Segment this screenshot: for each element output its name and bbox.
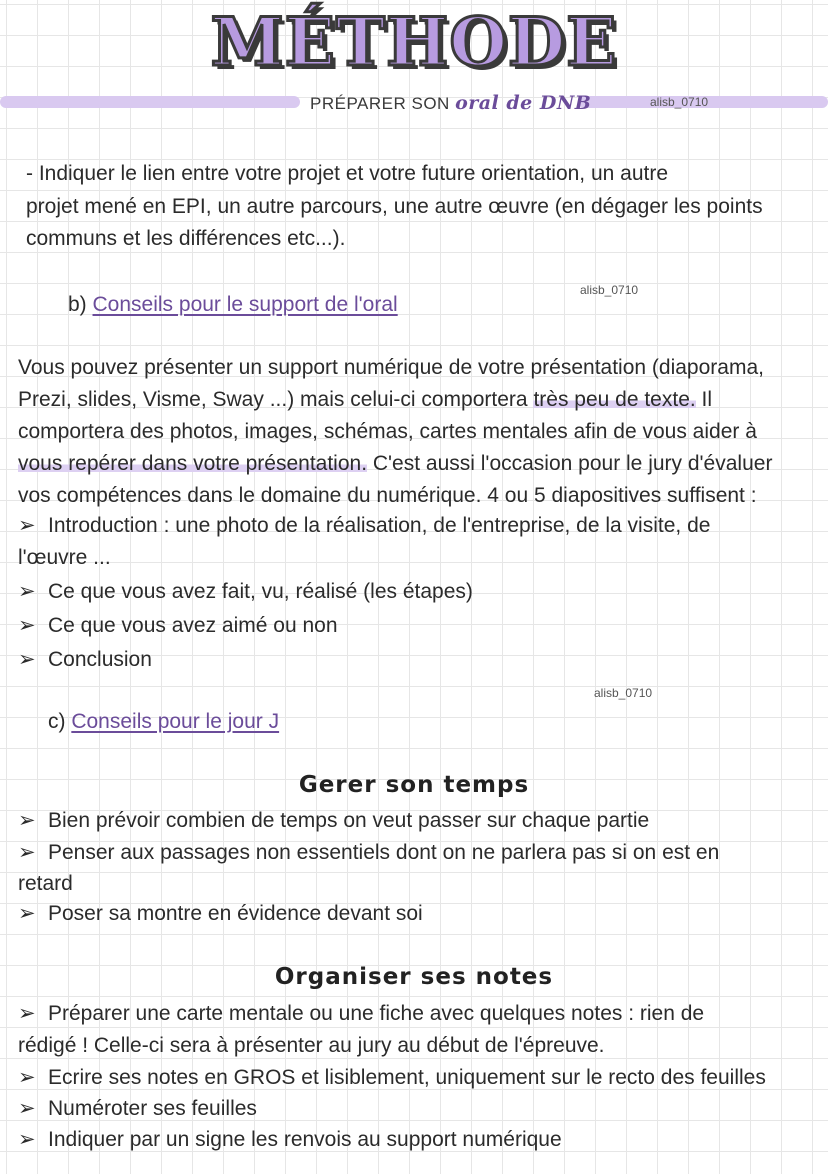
support-bullet-introduction-cont: l'œuvre ... bbox=[18, 546, 111, 569]
temps-bullet-2-text: Penser aux passages non essentiels dont on ne parlera pas si on est en bbox=[48, 841, 720, 864]
section-b-line-4-b: C'est aussi l'occasion pour le jury d'évaluer bbox=[367, 452, 773, 475]
support-bullet-etapes-text: Ce que vous avez fait, vu, réalisé (les étapes) bbox=[48, 580, 473, 603]
intro-line-1: - Indiquer le lien entre votre projet et votre future orientation, un autre bbox=[26, 162, 669, 185]
notes-bullet-3-text: Numéroter ses feuilles bbox=[48, 1097, 257, 1120]
notes-bullet-2-text: Ecrire ses notes en GROS et lisiblement, uniquement sur le recto des feuilles bbox=[48, 1066, 766, 1089]
temps-bullet-2 bbox=[18, 837, 719, 868]
arrow-bullet-icon: ➢ bbox=[18, 1128, 36, 1151]
section-b-prefix: b) bbox=[68, 293, 93, 316]
section-c-title: Conseils pour le jour J bbox=[71, 710, 280, 733]
page-title: MÉTHODE bbox=[210, 3, 618, 81]
notes-bullet-1 bbox=[18, 998, 704, 1029]
highlight-vous-reperer: vous repérer dans votre présentation. bbox=[18, 452, 368, 475]
section-b-title: Conseils pour le support de l'oral bbox=[92, 293, 398, 316]
arrow-bullet-icon: ➢ bbox=[18, 1066, 36, 1089]
temps-bullet-1-text: Bien prévoir combien de temps on veut passer sur chaque partie bbox=[48, 809, 650, 832]
section-b-line-2-c: Il bbox=[695, 388, 713, 411]
support-bullet-conclusion bbox=[18, 644, 152, 675]
section-b-watermark: alisb_0710 bbox=[580, 283, 639, 297]
page-subtitle bbox=[310, 92, 591, 114]
section-b-line-2 bbox=[18, 384, 712, 415]
temps-bullet-1 bbox=[18, 805, 649, 836]
notes-bullet-1-text: Préparer une carte mentale ou une fiche avec quelques notes : rien de bbox=[48, 1002, 705, 1025]
section-b-line-5: vos compétences dans le domaine du numérique. 4 ou 5 diapositives suffisent : bbox=[18, 484, 757, 507]
subtitle-prefix: PRÉPARER SON bbox=[310, 94, 456, 113]
section-b-line-4 bbox=[18, 448, 772, 479]
support-bullet-conclusion-text: Conclusion bbox=[48, 648, 152, 671]
support-bullet-introduction-text: Introduction : une photo de la réalisation, de l'entreprise, de la visite, de bbox=[48, 514, 711, 537]
arrow-bullet-icon: ➢ bbox=[18, 1002, 36, 1025]
section-b-heading bbox=[68, 289, 398, 320]
arrow-bullet-icon: ➢ bbox=[18, 841, 36, 864]
arrow-bullet-icon: ➢ bbox=[18, 648, 36, 671]
section-b-line-1: Vous pouvez présenter un support numérique de votre présentation (diaporama, bbox=[18, 356, 764, 379]
section-c-watermark: alisb_0710 bbox=[594, 686, 653, 700]
header-watermark: alisb_0710 bbox=[650, 95, 709, 109]
intro-line-3: communs et les différences etc...). bbox=[26, 227, 346, 250]
section-b-line-2-a: Prezi, slides, Visme, Sway ...) mais celui-ci comportera bbox=[18, 388, 534, 411]
notes-bullet-4-text: Indiquer par un signe les renvois au support numérique bbox=[48, 1128, 562, 1151]
arrow-bullet-icon: ➢ bbox=[18, 614, 36, 637]
notes-bullet-1-cont: rédigé ! Celle-ci sera à présenter au jury au début de l'épreuve. bbox=[18, 1034, 605, 1057]
temps-bullet-3 bbox=[18, 898, 423, 929]
header-band-left bbox=[0, 96, 300, 108]
arrow-bullet-icon: ➢ bbox=[18, 1097, 36, 1120]
temps-bullet-2-cont: retard bbox=[18, 872, 73, 895]
subtitle-highlight: oral de DNB bbox=[455, 92, 592, 114]
arrow-bullet-icon: ➢ bbox=[18, 580, 36, 603]
heading-gerer-son-temps: Gerer son temps bbox=[298, 772, 530, 798]
notes-bullet-4 bbox=[18, 1124, 562, 1155]
notes-bullet-2 bbox=[18, 1062, 766, 1093]
temps-bullet-3-text: Poser sa montre en évidence devant soi bbox=[48, 902, 423, 925]
support-bullet-introduction bbox=[18, 510, 710, 541]
section-c-prefix: c) bbox=[48, 710, 72, 733]
support-bullet-etapes bbox=[18, 576, 473, 607]
arrow-bullet-icon: ➢ bbox=[18, 514, 36, 537]
arrow-bullet-icon: ➢ bbox=[18, 902, 36, 925]
notes-bullet-3 bbox=[18, 1093, 257, 1124]
highlight-tres-peu-de-texte: très peu de texte. bbox=[533, 388, 696, 411]
arrow-bullet-icon: ➢ bbox=[18, 809, 36, 832]
support-bullet-aime-text: Ce que vous avez aimé ou non bbox=[48, 614, 338, 637]
support-bullet-aime bbox=[18, 610, 338, 641]
section-b-line-3: comportera des photos, images, schémas, cartes mentales afin de vous aider à bbox=[18, 420, 757, 443]
intro-line-2: projet mené en EPI, un autre parcours, une autre œuvre (en dégager les points bbox=[26, 195, 763, 218]
section-c-heading bbox=[48, 706, 279, 737]
heading-organiser-ses-notes: Organiser ses notes bbox=[274, 964, 554, 990]
